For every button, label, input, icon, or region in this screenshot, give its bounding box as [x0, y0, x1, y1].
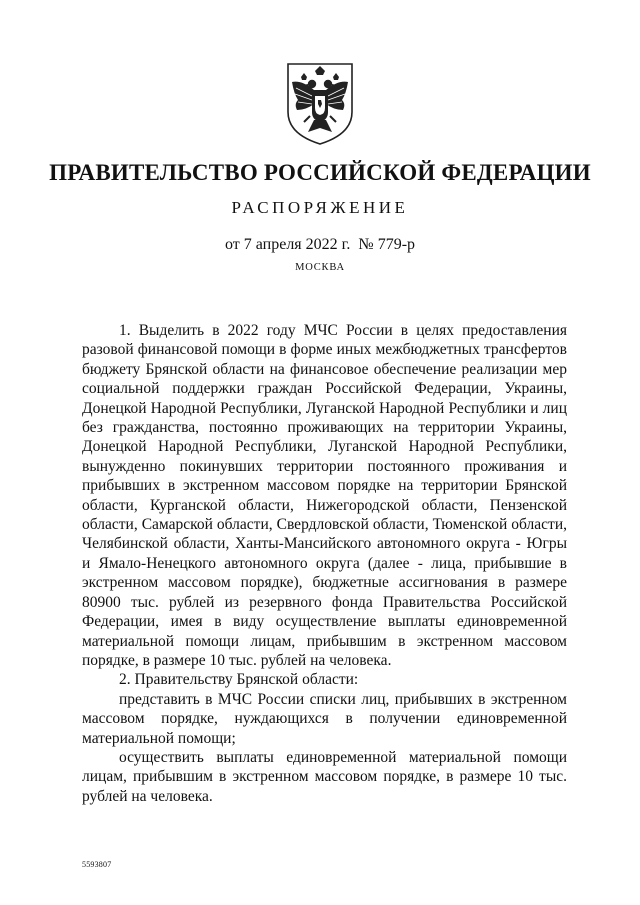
issue-city: МОСКВА: [295, 262, 345, 273]
paragraph-1: 1. Выделить в 2022 году МЧС России в целях предоставления разовой финансовой помощи в форме иных межбюджетных трансфертов бюджету Брянской области на финансовое обеспечение реализации мер социальной поддержки граждан Российской Федерации, Украины, Донецкой Народной Республики, Луганской Народной Республики и лиц без гражданства, постоянно проживающих на территории Украины, Донецкой Народной Республики, Луганской Народной Республики, вынужденно покинувших территории постоянного проживания и прибывших в экстренном массовом порядке на территории Брянской области, Курганской области, Нижегородской области, Пензенской области, Самарской области, Свердловской области, Тюменской области, Челябинской области, Ханты-Мансийского автономного округа - Югры и Ямало-Ненецкого автономного округа (далее - лица, прибывшие в экстренном массовом порядке), бюджетные ассигнования в размере 80900 тыс. рублей из резервного фонда Правительства Российской Федерации, имея в виду осуществление выплаты единовременной материальной помощи лицам, прибывшим в экстренном массовом порядке, в размере 10 тыс. рублей на человека.: [82, 322, 567, 669]
document-code: 5593807: [82, 860, 112, 869]
paragraph-2-item-1: представить в МЧС России списки лиц, прибывших в экстренном массовом порядке, нуждающихся в получении единовременной материальной помощи;: [82, 690, 567, 747]
paragraph-2-item-2: осуществить выплаты единовременной материальной помощи лицам, прибывшим в экстренном массовом порядке, в размере 10 тыс. рублей на человека.: [82, 748, 567, 805]
document-body: [82, 321, 567, 806]
government-title: ПРАВИТЕЛЬСТВО РОССИЙСКОЙ ФЕДЕРАЦИИ: [49, 160, 591, 185]
document-type: РАСПОРЯЖЕНИЕ: [231, 198, 409, 217]
paragraph-2: 2. Правительству Брянской области:: [119, 671, 359, 689]
document-date-number: от 7 апреля 2022 г. № 779-р: [224, 236, 416, 253]
coat-of-arms-icon: [284, 60, 356, 146]
